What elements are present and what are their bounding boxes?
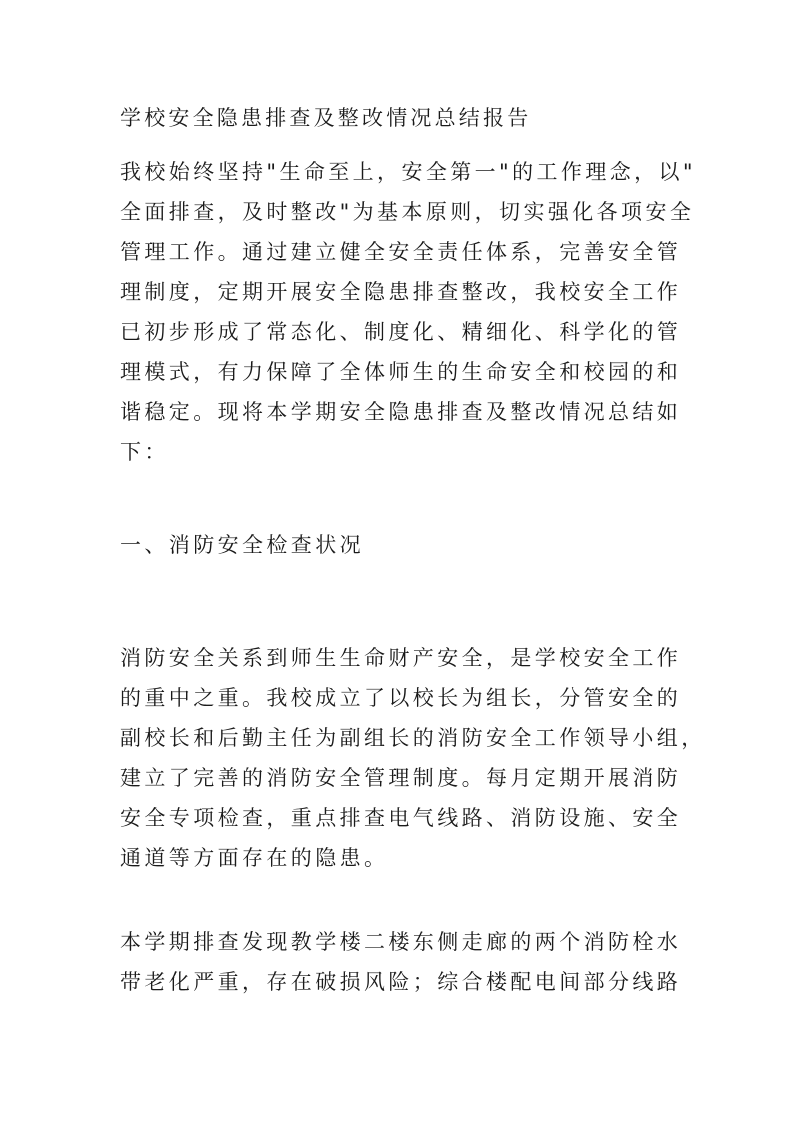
paragraph-line: 建立了完善的消防安全管理制度。每月定期开展消防	[120, 766, 682, 790]
paragraph-line: 的重中之重。我校成立了以校长为组长，分管安全的	[120, 686, 682, 710]
paragraph-line: 通道等方面存在的隐患。	[120, 846, 389, 870]
paragraph-line: 安全专项检查，重点排查电气线路、消防设施、安全	[120, 806, 682, 830]
paragraph-line: 理模式，有力保障了全体师生的生命安全和校园的和	[120, 360, 682, 384]
section-heading: 一、消防安全检查状况	[120, 533, 364, 557]
paragraph-line: 带老化严重，存在破损风险；综合楼配电间部分线路	[120, 970, 682, 994]
paragraph-line: 已初步形成了常态化、制度化、精细化、科学化的管	[120, 320, 682, 344]
paragraph-line: 副校长和后勤主任为副组长的消防安全工作领导小组，	[120, 726, 706, 750]
paragraph-line: 管理工作。通过建立健全安全责任体系，完善安全管	[120, 240, 682, 264]
paragraph-line: 全面排查，及时整改"为基本原则，切实强化各项安全	[120, 200, 695, 224]
paragraph-line: 谐稳定。现将本学期安全隐患排查及整改情况总结如	[120, 400, 682, 424]
paragraph-line: 本学期排查发现教学楼二楼东侧走廊的两个消防栓水	[120, 930, 682, 954]
document-title: 学校安全隐患排查及整改情况总结报告	[120, 106, 532, 130]
paragraph-line: 理制度，定期开展安全隐患排查整改，我校安全工作	[120, 280, 682, 304]
paragraph-line: 下：	[120, 440, 169, 464]
paragraph-line: 我校始终坚持"生命至上，安全第一"的工作理念，以"	[120, 160, 696, 184]
paragraph-line: 消防安全关系到师生生命财产安全，是学校安全工作	[120, 646, 682, 670]
